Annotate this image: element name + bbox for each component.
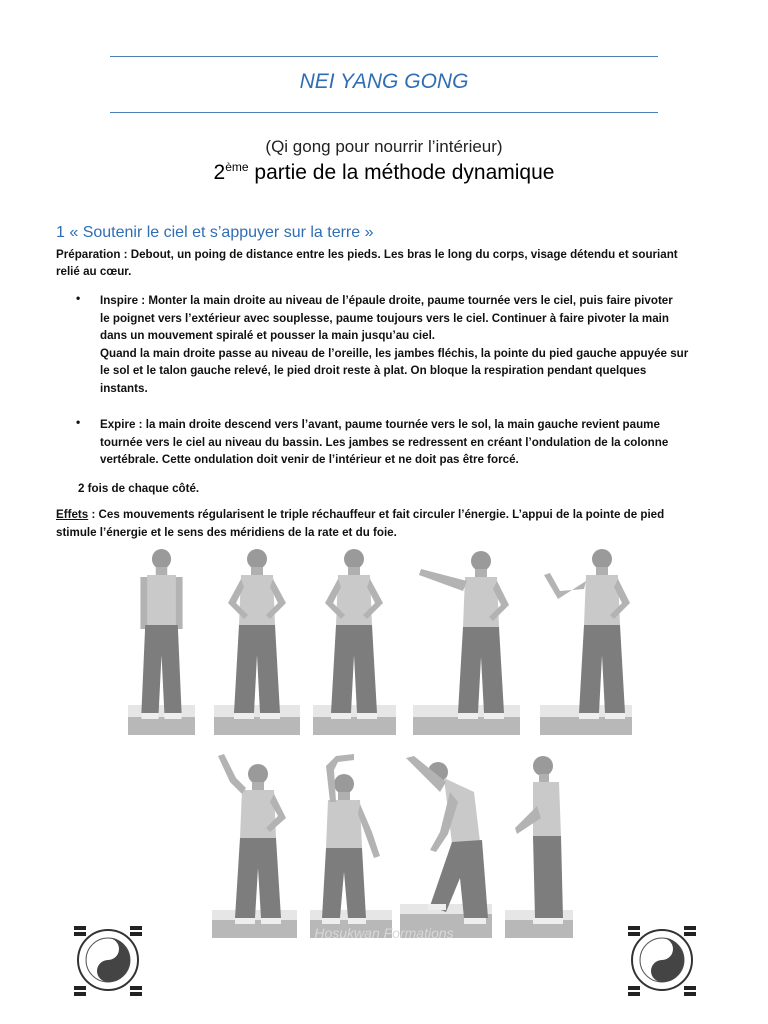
pose-photo-8 [400, 752, 492, 938]
inspire-text [100, 292, 720, 398]
pose-photo-4 [413, 545, 520, 735]
inspire-line: le poignet vers l’extérieur avec souplesse, paume toujours vers le ciel. Continuer à faire pivoter la main [100, 311, 669, 325]
expire-text [100, 416, 720, 469]
top-rule [110, 56, 658, 57]
figure-side-profile [505, 752, 573, 938]
bullet-inspire: • [76, 291, 81, 305]
pose-photo-9 [505, 752, 573, 938]
expire-line: tournée vers le ciel au niveau du bassin. Les jambes se redressent en créant l’ondulation de la colonne [100, 435, 669, 449]
logo-right [622, 920, 702, 1000]
footer-watermark: Hosukwan Formations [314, 925, 454, 941]
pose-photo-1 [128, 545, 195, 735]
expire-line: vertébrale. Cette ondulation doit venir de l’intérieur et ne doit pas être forcé. [100, 453, 519, 467]
bullet-expire: • [76, 415, 81, 429]
title-rule [110, 112, 658, 113]
effets-label: Effets [56, 508, 89, 521]
figure-arm-side [413, 545, 520, 735]
preparation-line-1: Préparation : Debout, un poing de distance entre les pieds. Les bras le long du corps, visage détendu et souriant [56, 248, 678, 261]
inspire-line: dans un mouvement spiralé et pousser la main jusqu’au ciel. [100, 329, 436, 343]
logo-left [68, 920, 148, 1000]
pose-photo-2 [214, 545, 300, 735]
figure-hands-hips [214, 545, 300, 735]
expire-line: Expire : la main droite descend vers l’avant, paume tournée vers le sol, la main gauche revient paume [100, 418, 660, 431]
figure-arm-up [212, 752, 297, 938]
effets-line-2: stimule l’énergie et le sens des méridiens de la rate et du foie. [56, 525, 397, 539]
figure-standing [128, 545, 195, 735]
pose-photo-6 [212, 752, 297, 938]
inspire-line: instants. [100, 381, 148, 395]
inspire-line: Quand la main droite passe au niveau de l’oreille, les jambes fléchis, la pointe du pied gauche appuyée sur [100, 346, 689, 360]
inspire-line: le sol et le talon gauche relevé, le pied droit reste à plat. On bloque la respiration pendant quelques [100, 364, 647, 378]
pose-photo-5 [540, 545, 632, 735]
inspire-line: Inspire : Monter la main droite au niveau de l’épaule droite, paume tournée vers le ciel, puis faire pivoter [100, 294, 673, 307]
page-subtitle: (Qi gong pour nourrir l’intérieur) [265, 137, 503, 156]
figure-bending [400, 752, 492, 938]
hosukwan-logo-icon [68, 920, 148, 1000]
figure-arm-raised [540, 545, 632, 735]
effets-text [56, 506, 706, 541]
figure-hands-hips [313, 545, 396, 735]
preparation-line-2: relié au cœur. [56, 265, 132, 278]
pose-photo-3 [313, 545, 396, 735]
figure-arm-overhead [310, 752, 392, 938]
effets-line-1: : Ces mouvements régularisent le triple réchauffeur et fait circuler l’énergie. L’appui de la pointe de pied [88, 508, 665, 521]
part-heading: 2ème partie de la méthode dynamique [213, 160, 555, 184]
hosukwan-logo-icon [622, 920, 702, 1000]
section-title: 1 « Soutenir le ciel et s’appuyer sur la terre » [56, 224, 374, 241]
page-title: NEI YANG GONG [299, 70, 469, 93]
pose-photo-7 [310, 752, 392, 938]
repeat-text: 2 fois de chaque côté. [78, 482, 200, 495]
